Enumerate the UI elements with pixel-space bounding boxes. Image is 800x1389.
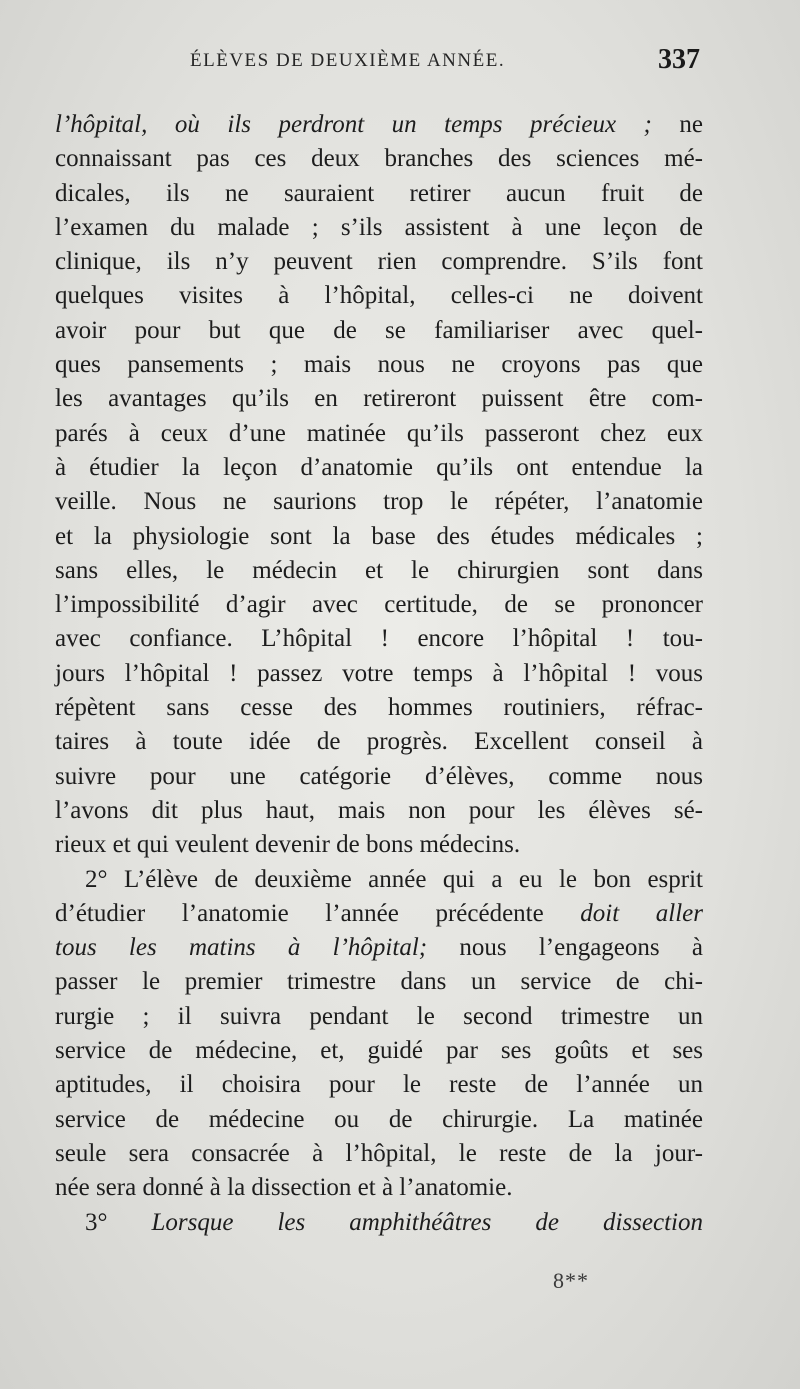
text-segment: avec confiance. L’hôpital ! encore l’hôpital ! tou- [55,625,703,653]
text-segment: sans elles, le médecin et le chirurgien sont dans [55,556,703,584]
text-line [55,588,703,622]
text-line [55,828,703,862]
text-line [55,485,703,519]
text-line [55,417,703,451]
text-segment: nous l’engageons à [427,934,703,962]
text-segment: quelques visites à l’hôpital, celles-ci ne doivent [55,282,703,310]
text-segment: suivre pour une catégorie d’élèves, comme nous [55,762,703,790]
text-line [55,1103,703,1137]
text-segment: l’examen du malade ; s’ils assistent à une leçon de [55,213,703,241]
text-segment: ne [651,111,703,138]
text-line [55,1000,703,1034]
text-line [55,520,703,554]
text-segment: clinique, ils n’y peuvent rien comprendre. S’ils font [55,248,703,276]
text-line [55,725,703,759]
text-line [55,760,703,794]
text-segment: seule sera consacrée à l’hôpital, le reste de la jour- [55,1139,703,1167]
text-line [55,691,703,725]
text-segment: parés à ceux d’une matinée qu’ils passeront chez eux [55,419,703,447]
text-line [55,1171,703,1205]
text-line [55,897,703,931]
text-line [55,554,703,588]
text-segment: connaissant pas ces deux branches des sciences mé- [55,145,703,173]
text-line [55,348,703,382]
text-segment: avoir pour but que de se familiariser avec quel- [55,316,703,344]
text-segment: et la physiologie sont la base des études médicales ; [55,522,703,550]
text-line [55,108,703,142]
text-segment: à étudier la leçon d’anatomie qu’ils ont entendue la [55,453,703,481]
text-segment: service de médecine ou de chirurgie. La matinée [55,1105,703,1133]
text-line [55,382,703,416]
text-segment: taires à toute idée de progrès. Excellent conseil à [55,728,703,756]
italic-text-segment: doit aller [580,899,703,927]
text-line [55,863,703,897]
running-title: ÉLÈVES DE DEUXIÈME ANNÉE. [190,50,506,71]
text-segment: passer le premier trimestre dans un service de chi- [55,968,703,996]
italic-text-segment: tous les matins à l’hôpital; [55,934,428,962]
text-line [55,451,703,485]
body-text [55,108,703,1240]
text-line [55,279,703,313]
text-segment: 2° L’élève de deuxième année qui a eu le bon esprit [85,865,703,893]
text-segment: 3° [85,1208,152,1236]
text-line [55,245,703,279]
running-head [55,44,700,84]
text-line [55,314,703,348]
text-segment: l’avons dit plus haut, mais non pour les élèves sé- [55,796,703,824]
text-line [55,622,703,656]
text-line [55,177,703,211]
text-line [55,211,703,245]
text-segment: les avantages qu’ils en retireront puissent être com- [55,385,703,413]
text-line [55,1137,703,1171]
text-line [55,1034,703,1068]
text-segment: veille. Nous ne saurions trop le répéter, l’anatomie [55,488,703,516]
signature-mark: 8** [553,1268,589,1293]
text-segment: rieux et qui veulent devenir de bons médecins. [55,831,521,859]
text-line [55,1206,703,1240]
text-line [55,1068,703,1102]
text-segment: d’étudier l’anatomie l’année précédente [55,899,581,927]
text-segment: aptitudes, il choisira pour le reste de l’année un [55,1071,703,1099]
text-line [55,657,703,691]
text-line [55,794,703,828]
text-segment: dicales, ils ne sauraient retirer aucun fruit de [55,179,703,207]
text-line [55,931,703,965]
text-segment: répètent sans cesse des hommes routiniers, réfrac- [55,694,703,722]
italic-text-segment: Lorsque les amphithéâtres de dissection [151,1208,703,1236]
text-segment: ques pansements ; mais nous ne croyons pas que [55,351,703,379]
text-segment: jours l’hôpital ! passez votre temps à l’hôpital ! vous [55,659,703,687]
italic-text-segment: l’hôpital, où ils perdront un temps précieux ; [55,111,652,138]
text-segment: rurgie ; il suivra pendant le second trimestre un [55,1002,703,1030]
text-segment: née sera donné à la dissection et à l’anatomie. [55,1174,513,1202]
text-line [55,965,703,999]
text-segment: service de médecine, et, guidé par ses goûts et ses [55,1037,703,1065]
text-segment: l’impossibilité d’agir avec certitude, de se prononcer [55,591,703,619]
page-number: 337 [658,44,700,75]
text-line [55,142,703,176]
